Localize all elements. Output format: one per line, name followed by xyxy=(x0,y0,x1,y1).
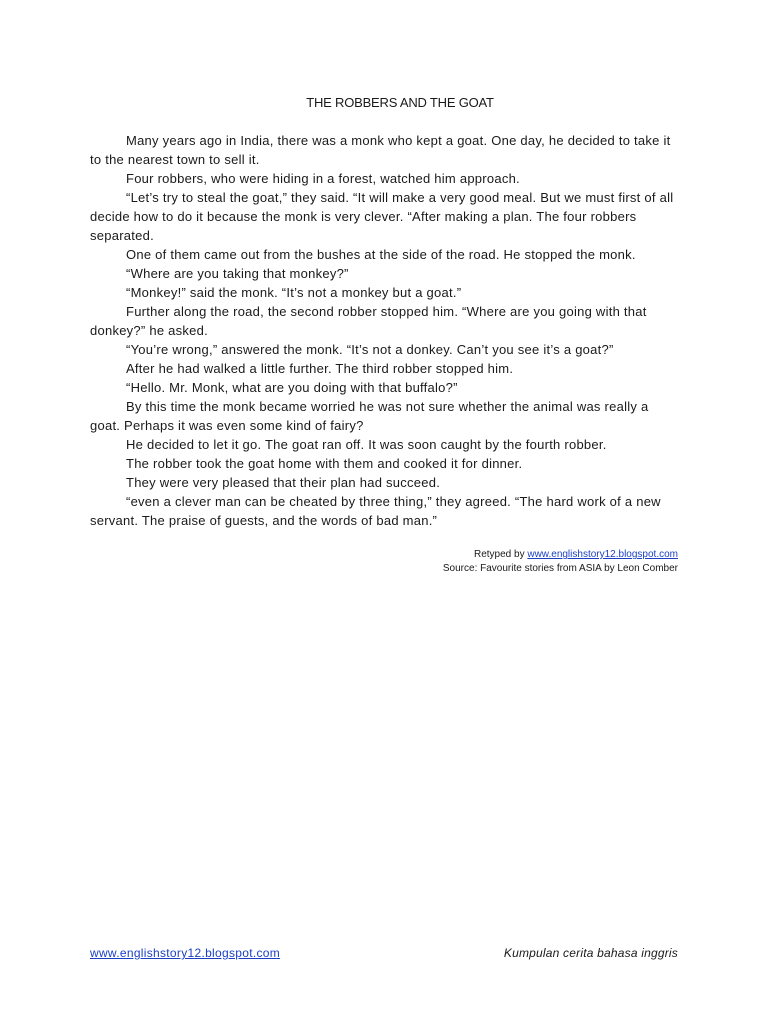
footer-link[interactable]: www.englishstory12.blogspot.com xyxy=(90,946,281,960)
story-paragraph: One of them came out from the bushes at the side of the road. He stopped the monk. xyxy=(126,247,636,262)
story-paragraph: Further along the road, the second robber stopped him. “Where are you going with that donkey?” he asked. xyxy=(90,304,647,338)
retyped-prefix: Retyped by xyxy=(473,549,528,560)
story-paragraph: The robber took the goat home with them and cooked it for dinner. xyxy=(126,456,523,471)
story-body xyxy=(90,131,679,530)
footer-left xyxy=(90,946,280,960)
story-paragraph: “Hello. Mr. Monk, what are you doing with that buffalo?” xyxy=(126,380,458,395)
story-paragraph: Four robbers, who were hiding in a forest, watched him approach. xyxy=(126,171,520,186)
story-paragraph: He decided to let it go. The goat ran off. It was soon caught by the fourth robber. xyxy=(126,437,607,452)
footer-right-text: Kumpulan cerita bahasa inggris xyxy=(503,946,678,960)
story-paragraph: By this time the monk became worried he was not sure whether the animal was really a goat. Perhaps it was even some kind of fairy? xyxy=(90,399,649,433)
story-paragraph: They were very pleased that their plan had succeed. xyxy=(126,475,441,490)
story-paragraph: “You’re wrong,” answered the monk. “It’s not a donkey. Can’t you see it’s a goat?” xyxy=(126,342,614,357)
story-paragraph: “Let’s try to steal the goat,” they said. “It will make a very good meal. But we must first of all decide how to do it because the monk is very clever. “After making a plan. The four robbers separated. xyxy=(90,190,674,243)
retyped-link[interactable]: www.englishstory12.blogspot.com xyxy=(527,549,678,560)
story-title: THE ROBBERS AND THE GOAT xyxy=(306,95,494,110)
source-line: Source: Favourite stories from ASIA by Leon Comber xyxy=(442,563,678,574)
story-paragraph: “even a clever man can be cheated by three thing,” they agreed. “The hard work of a new servant. The praise of guests, and the words of bad man.” xyxy=(90,494,661,528)
story-paragraph: Many years ago in India, there was a monk who kept a goat. One day, he decided to take it to the nearest town to sell it. xyxy=(90,133,671,167)
story-paragraph: “Where are you taking that monkey?” xyxy=(126,266,349,281)
credits-block xyxy=(178,548,678,576)
story-paragraph: “Monkey!” said the monk. “It’s not a monkey but a goat.” xyxy=(126,285,462,300)
retyped-line xyxy=(178,548,678,562)
story-paragraph: After he had walked a little further. The third robber stopped him. xyxy=(126,361,514,376)
